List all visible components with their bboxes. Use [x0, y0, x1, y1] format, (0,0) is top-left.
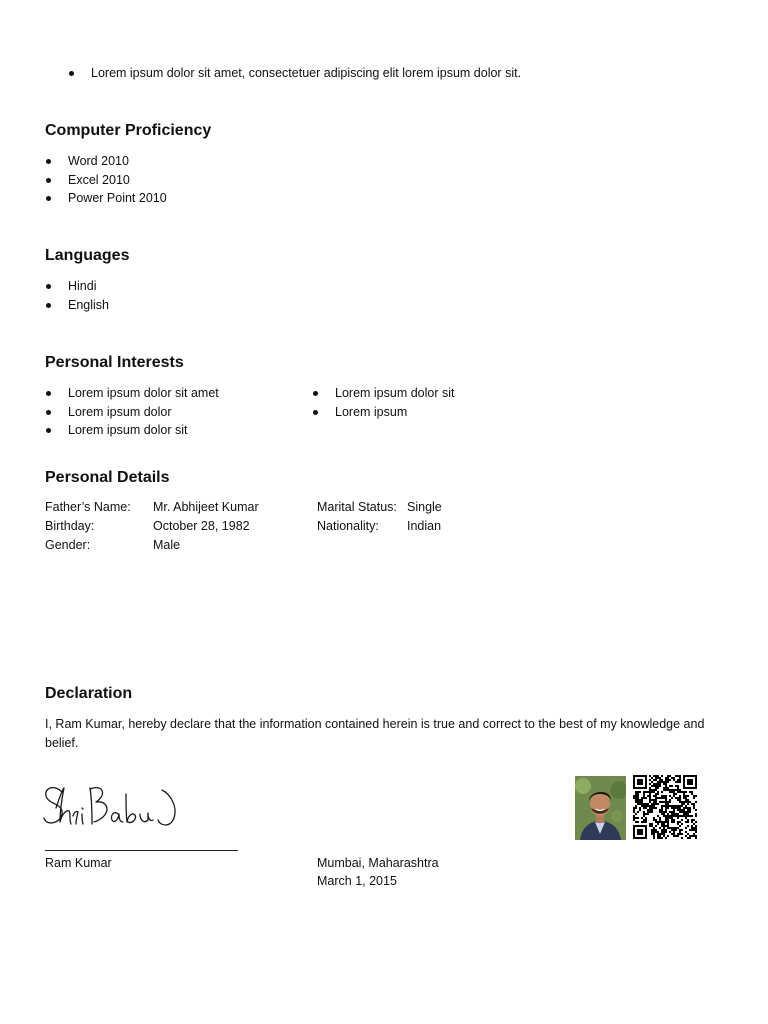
list-item: Word 2010	[45, 152, 167, 171]
signature-line	[45, 850, 238, 851]
list-item: Lorem ipsum	[312, 403, 455, 422]
fathers-name-label: Father’s Name:	[45, 500, 131, 514]
interests-list-left	[45, 384, 219, 440]
marital-status-label: Marital Status:	[317, 500, 397, 514]
qr-code-icon	[633, 775, 697, 839]
computer-list	[45, 152, 167, 208]
list-item: Excel 2010	[45, 171, 167, 190]
gender-label: Gender:	[45, 538, 91, 552]
fathers-name-value: Mr. Abhijeet Kumar	[153, 500, 259, 514]
list-item: Lorem ipsum dolor sit amet	[45, 384, 219, 403]
list-item: English	[45, 296, 109, 315]
list-item: Hindi	[45, 277, 109, 296]
list-item: Lorem ipsum dolor sit	[312, 384, 455, 403]
interests-list-right	[312, 384, 455, 421]
list-item: Lorem ipsum dolor sit amet, consectetuer adipiscing elit lorem ipsum dolor sit.	[68, 64, 521, 83]
section-heading-declaration: Declaration	[45, 685, 133, 702]
gender-value: Male	[153, 538, 181, 552]
nationality-label: Nationality:	[317, 519, 379, 533]
section-heading-interests: Personal Interests	[45, 354, 184, 371]
date: March 1, 2015	[317, 874, 397, 888]
signatory-name: Ram Kumar	[45, 856, 112, 870]
place: Mumbai, Maharashtra	[317, 856, 439, 870]
list-item: Lorem ipsum dolor sit	[45, 421, 219, 440]
signature-image	[40, 780, 190, 835]
summary-list	[68, 64, 521, 83]
birthday-value: October 28, 1982	[153, 519, 250, 533]
section-heading-computer: Computer Proficiency	[45, 122, 212, 139]
declaration-text: I, Ram Kumar, hereby declare that the information contained herein is true and correct to the best of my knowledge and belief.	[45, 717, 705, 750]
birthday-label: Birthday:	[45, 519, 95, 533]
avatar	[575, 776, 626, 840]
section-heading-languages: Languages	[45, 247, 130, 264]
section-heading-details: Personal Details	[45, 469, 170, 486]
marital-status-value: Single	[407, 500, 442, 514]
list-item: Lorem ipsum dolor	[45, 403, 219, 422]
list-item: Power Point 2010	[45, 189, 167, 208]
nationality-value: Indian	[407, 519, 442, 533]
languages-list	[45, 277, 109, 314]
profile-photo-icon	[575, 776, 626, 840]
